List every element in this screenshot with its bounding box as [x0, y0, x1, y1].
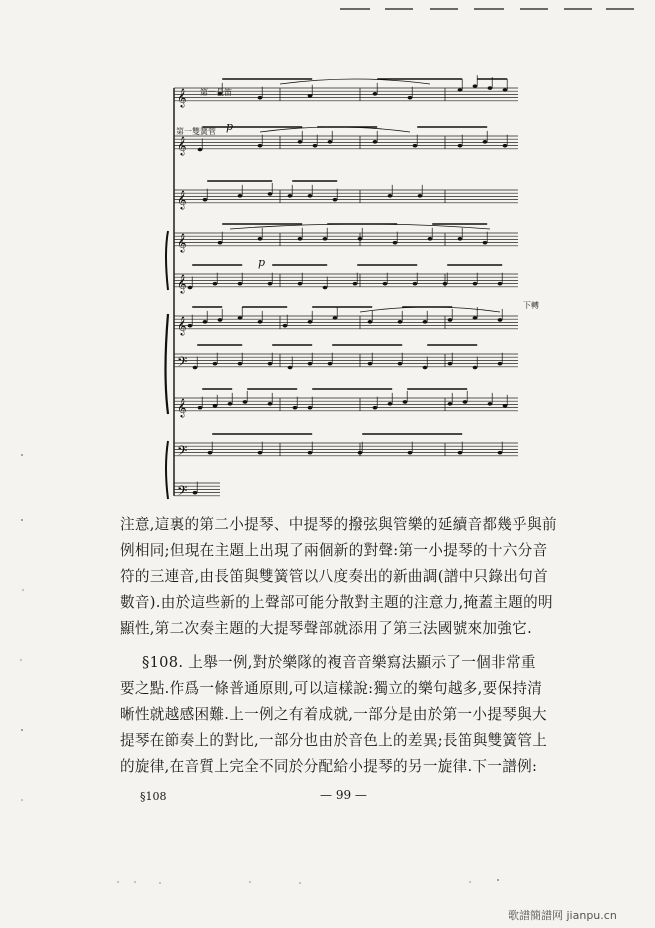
note-head [258, 144, 263, 148]
note-head [458, 237, 463, 241]
note-head [458, 451, 463, 455]
note-head [388, 194, 393, 198]
note-head [298, 282, 303, 286]
note-head [258, 451, 263, 455]
note-head [313, 144, 318, 148]
note-head [268, 282, 273, 286]
note-head [413, 144, 418, 148]
note-head [203, 320, 208, 324]
note-head [408, 451, 413, 455]
note-head [213, 362, 218, 366]
oboe-label: 第一雙簧管 [176, 127, 216, 136]
note-head [383, 282, 388, 286]
note-head [398, 320, 403, 324]
note-head [358, 451, 363, 455]
note-head [218, 241, 223, 245]
note-head [333, 198, 338, 202]
note-head [408, 96, 413, 100]
note-head [448, 318, 453, 322]
watermark: 歌譜簡譜网 jianpu.cn [508, 909, 617, 922]
note-head [503, 144, 508, 148]
note-head [323, 286, 328, 290]
top-rule [564, 8, 592, 10]
note-head [498, 282, 503, 286]
note-head [188, 324, 193, 328]
text-line: 晰性就越感困難.上一例之有着成就,一部分是由於第一小提琴與大 [120, 706, 547, 723]
top-rule [520, 8, 548, 10]
note-head [308, 406, 313, 410]
note-head [323, 237, 328, 241]
note-head [358, 237, 363, 241]
note-head [423, 320, 428, 324]
note-head [428, 237, 433, 241]
note-head [238, 362, 243, 366]
note-head [498, 362, 503, 366]
note-head [258, 320, 263, 324]
dynamic-mark: p [226, 120, 234, 133]
paragraph-2 [120, 650, 580, 780]
text-line: 注意,這裏的第二小提琴、中提琴的撥弦與管樂的延續音都幾乎與前 [120, 516, 557, 533]
text-line: 的旋律,在音質上完全不同於分配給小提琴的另一旋律.下一譜例: [120, 758, 538, 775]
top-rule [385, 8, 413, 10]
note-head [373, 92, 378, 96]
note-head [258, 96, 263, 100]
text-line: §108. 上舉一例,對於樂隊的複音音樂寫法顯示了一個非常重 [142, 654, 536, 671]
note-head [488, 402, 493, 406]
top-rule [474, 8, 504, 10]
note-head [373, 406, 378, 410]
bracket [166, 314, 169, 414]
note-head [443, 282, 448, 286]
clef-mark: 𝄞 [177, 232, 187, 252]
clef-mark: 𝄢 [177, 442, 188, 462]
note-head [418, 194, 423, 198]
note-head [463, 400, 468, 404]
top-rule [430, 8, 458, 10]
note-head [483, 140, 488, 144]
note-head [328, 362, 333, 366]
note-head [368, 320, 373, 324]
section-marker: §108 [140, 790, 167, 803]
note-head [268, 402, 273, 406]
clef-mark: 𝄞 [177, 189, 187, 209]
continue-label: 下轉 [523, 301, 539, 310]
clef-mark: 𝄞 [177, 315, 187, 335]
text-line: 符的三連音,由長笛與雙簧管以八度奏出的新曲調(譜中只錄出句首 [120, 568, 548, 585]
bracket [166, 231, 168, 290]
note-head [193, 366, 198, 370]
note-head [283, 324, 288, 328]
clef-mark: 𝄞 [177, 87, 187, 107]
note-head [268, 192, 273, 196]
note-head [308, 451, 313, 455]
music-score [160, 68, 539, 510]
note-head [308, 362, 313, 366]
dynamic-mark: p [258, 256, 266, 269]
note-head [238, 194, 243, 198]
note-head [228, 402, 233, 406]
paragraph-1 [120, 512, 580, 642]
text-line: 數音).由於這些新的上聲部可能分散對主題的注意力,掩蓋主題的明 [120, 594, 553, 611]
note-head [373, 140, 378, 144]
clef-mark: 𝄞 [177, 273, 187, 293]
note-head [308, 194, 313, 198]
note-head [218, 318, 223, 322]
note-head [488, 86, 493, 90]
note-head [213, 404, 218, 408]
note-head [298, 237, 303, 241]
note-head [483, 241, 488, 245]
note-head [473, 282, 478, 286]
note-head [458, 88, 463, 92]
note-head [258, 237, 263, 241]
note-head [423, 366, 428, 370]
note-head [403, 400, 408, 404]
note-head [308, 94, 313, 98]
note-head [198, 148, 203, 152]
text-line: 提琴在節奏上的對比,一部分也由於音色上的差異;長笛與雙簧管上 [120, 732, 548, 749]
clef-mark: 𝄢 [177, 353, 188, 373]
text-line: 例相同;但現在主題上出現了兩個新的對聲:第一小提琴的十六分音 [120, 542, 548, 559]
note-head [398, 362, 403, 366]
note-head [243, 400, 248, 404]
note-head [213, 282, 218, 286]
note-head [193, 491, 198, 495]
clef-mark: 𝄢 [177, 482, 188, 502]
page-number: — 99 — [320, 788, 367, 802]
note-head [288, 194, 293, 198]
bracket [166, 441, 168, 499]
note-head [458, 144, 463, 148]
note-head [203, 198, 208, 202]
text-line: 顯性,第二次奏主題的大提琴聲部就添用了第三法國號來加強它. [120, 620, 533, 637]
note-head [498, 318, 503, 322]
note-head [293, 406, 298, 410]
clef-mark: 𝄞 [177, 397, 187, 417]
note-head [188, 286, 193, 290]
top-rule [606, 8, 634, 10]
note-head [333, 316, 338, 320]
note-head [503, 88, 508, 92]
clef-mark: 𝄞 [177, 135, 187, 155]
note-head [238, 316, 243, 320]
note-head [308, 320, 313, 324]
note-head [413, 282, 418, 286]
note-head [353, 282, 358, 286]
text-line: 要之點.作爲一條普通原則,可以這樣說:獨立的樂句越多,要保持清 [120, 680, 543, 697]
note-head [388, 402, 393, 406]
note-head [498, 451, 503, 455]
note-head [208, 451, 213, 455]
flute-label: 第一長笛 [200, 88, 232, 97]
note-head [268, 362, 273, 366]
note-head [368, 362, 373, 366]
note-head [448, 362, 453, 366]
note-head [448, 402, 453, 406]
note-head [473, 366, 478, 370]
note-head [198, 406, 203, 410]
note-head [503, 404, 508, 408]
note-head [393, 241, 398, 245]
note-head [238, 282, 243, 286]
top-rule [340, 8, 370, 10]
note-head [328, 140, 333, 144]
note-head [473, 316, 478, 320]
note-head [298, 140, 303, 144]
note-head [473, 84, 478, 88]
note-head [288, 366, 293, 370]
